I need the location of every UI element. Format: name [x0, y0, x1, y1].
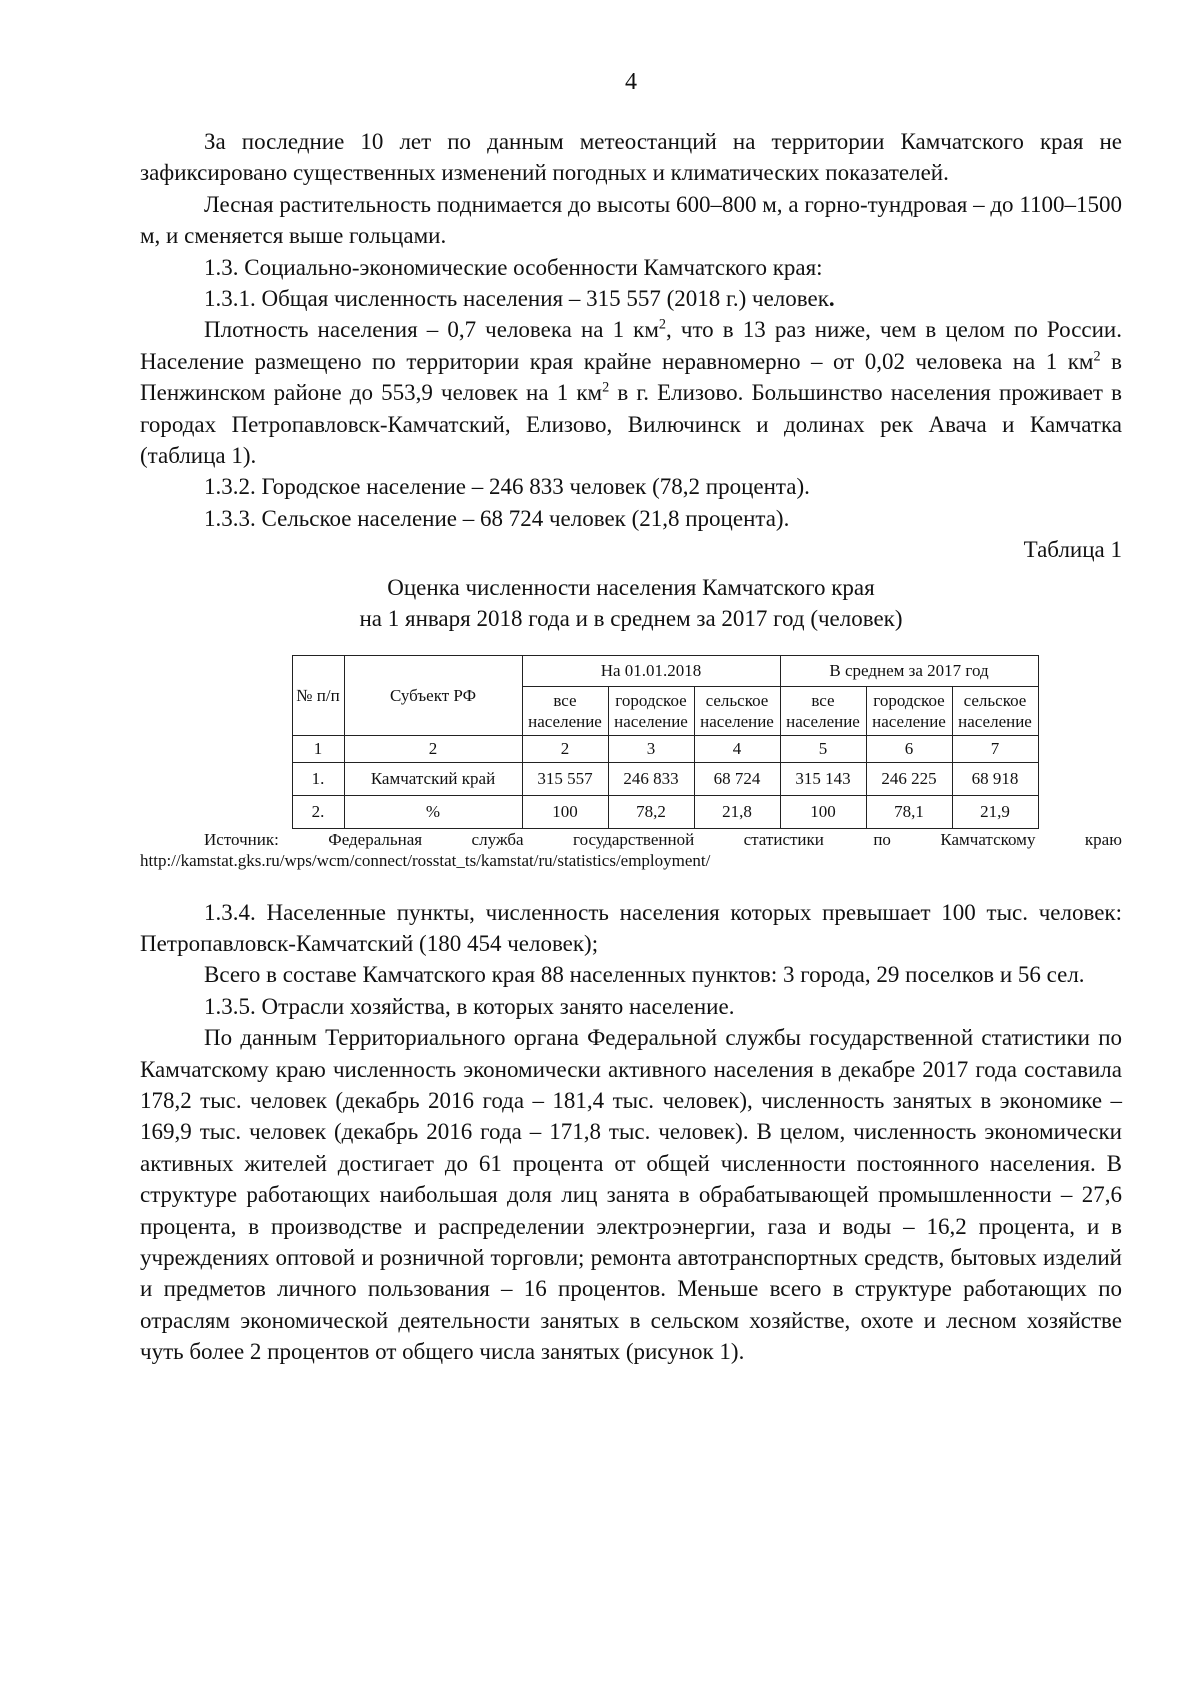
table-cell: 246 833	[608, 762, 694, 795]
density-text-a: Плотность населения – 0,7 человека на 1 км	[204, 317, 659, 343]
table-cell: 5	[780, 735, 866, 762]
header-all-2017: все население	[780, 686, 866, 735]
source-word: краю	[1084, 829, 1122, 849]
table-cell: %	[344, 795, 522, 828]
table-header-row-1	[292, 655, 1038, 686]
source-word: государственной	[573, 829, 695, 849]
superscript-2: 2	[1093, 348, 1101, 365]
population-table	[292, 655, 1039, 829]
total-population-text: 1.3.1. Общая численность населения – 315 557 (2018 г.) человек	[204, 286, 829, 312]
table-caption-line2: на 1 января 2018 года и в среднем за 2017 год (человек)	[359, 606, 903, 632]
table-cell: 68 724	[694, 762, 780, 795]
table-cell: 315 143	[780, 762, 866, 795]
header-group-2017: В среднем за 2017 год	[780, 655, 1038, 686]
paragraph-settlements-total: Всего в составе Камчатского края 88 населенных пунктов: 3 города, 29 поселков и 56 сел.	[204, 962, 1085, 988]
source-word: статистики	[743, 829, 824, 849]
table-index-row	[292, 735, 1038, 762]
header-rural-2018: сельское население	[694, 686, 780, 735]
density-text-c: в Пенжинском районе до 553,9 человек на 1 км	[140, 348, 1122, 406]
table-cell: 4	[694, 735, 780, 762]
paragraph-density	[140, 314, 1122, 471]
table-cell: 1.	[292, 762, 344, 795]
total-population-dot: .	[828, 286, 835, 312]
superscript-2: 2	[658, 316, 667, 333]
source-word: служба	[471, 829, 524, 849]
paragraph-employment: По данным Территориального органа Федеральной службы государственной статистики по Камчатскому краю численность экономически активного населения в декабре 2017 года составила 178,2 тыс. человек (декабрь 2016 года – 181,4 тыс. человек), численность занятых в экономике – 169,9 тыс. человек (декабрь 2016 года – 171,8 тыс. человек). В целом, численность экономически активных жителей достигает до 61 процента от общей численности постоянного населения. В структуре работающих наибольшая доля лиц занята в обрабатывающей промышленности – 27,6 процента, в производстве и распределении электроэнергии, газа и воды – 16,2 процента, и в учреждениях оптовой и розничной торговли; ремонта автотранспортных средств, бытовых изделий и предметов личного пользования – 16 процентов. Меньше всего в структуре работающих по отраслям экономической деятельности занятых в сельском хозяйстве, охоте и лесном хозяйстве чуть более 2 процентов от общего числа занятых (рисунок 1).	[140, 1025, 1122, 1365]
page-number: 4	[625, 69, 637, 95]
table-wrapper	[140, 655, 1122, 829]
text-block-bottom	[140, 897, 1122, 1368]
paragraph-climate: За последние 10 лет по данным метеостанций на территории Камчатского края не зафиксировано существенных изменений погодных и климатических показателей.	[140, 129, 1122, 186]
source-word: Источник:	[204, 829, 279, 849]
table-cell: 246 225	[866, 762, 952, 795]
section-heading-1-3: 1.3. Социально-экономические особенности Камчатского края:	[204, 254, 823, 280]
table-cell: 3	[608, 735, 694, 762]
source-url: http://kamstat.gks.ru/wps/wcm/connect/rosstat_ts/kamstat/ru/statistics/employment/	[140, 850, 711, 870]
text-block-top	[140, 126, 1122, 635]
table-cell: 6	[866, 735, 952, 762]
superscript-2: 2	[602, 379, 610, 396]
table-cell: 2	[522, 735, 608, 762]
table-cell: 2.	[292, 795, 344, 828]
table-cell: 100	[780, 795, 866, 828]
table-cell: 78,1	[866, 795, 952, 828]
header-num: № п/п	[292, 655, 344, 735]
table-cell: 21,8	[694, 795, 780, 828]
table-cell: 2	[344, 735, 522, 762]
source-word: по	[873, 829, 891, 849]
table-cell: 315 557	[522, 762, 608, 795]
density-text-d: в г. Елизово. Большинство населения проживает в городах Петропавловск-Камчатский, Елизово, Вилючинск и долинах рек Авача и Камчатка (таблица 1).	[140, 380, 1122, 469]
table-cell: 100	[522, 795, 608, 828]
source-word: Камчатскому	[940, 829, 1036, 849]
section-heading-1-3-5: 1.3.5. Отрасли хозяйства, в которых занято население.	[204, 993, 735, 1019]
density-text-b: , что в 13 раз ниже, чем в целом по России. Население размещено по территории края крайне неравномерно – от 0,02 человека на 1 км	[140, 317, 1122, 374]
header-group-2018: На 01.01.2018	[522, 655, 780, 686]
header-all-2018: все население	[522, 686, 608, 735]
table-cell: 68 918	[952, 762, 1038, 795]
header-urban-2018: городское население	[608, 686, 694, 735]
table-cell: 21,9	[952, 795, 1038, 828]
table-label: Таблица 1	[1023, 537, 1122, 563]
table-row	[292, 762, 1038, 795]
table-caption-line1: Оценка численности населения Камчатского края	[387, 574, 875, 600]
table-cell: Камчатский край	[344, 762, 522, 795]
table-cell: 1	[292, 735, 344, 762]
table-source	[140, 829, 1122, 850]
paragraph-urban-population: 1.3.2. Городское население – 246 833 человек (78,2 процента).	[204, 474, 810, 500]
paragraph-total-population	[140, 283, 1122, 314]
paragraph-rural-population: 1.3.3. Сельское население – 68 724 человек (21,8 процента).	[204, 505, 790, 531]
header-urban-2017: городское население	[866, 686, 952, 735]
table-caption	[140, 572, 1122, 635]
source-word: Федеральная	[328, 829, 423, 849]
header-rural-2017: сельское население	[952, 686, 1038, 735]
table-cell: 78,2	[608, 795, 694, 828]
table-cell: 7	[952, 735, 1038, 762]
table-row	[292, 795, 1038, 828]
header-subject: Субъект РФ	[344, 655, 522, 735]
paragraph-vegetation: Лесная растительность поднимается до высоты 600–800 м, а горно-тундровая – до 1100–1500 м, и сменяется выше гольцами.	[140, 191, 1122, 249]
paragraph-settlements-large: 1.3.4. Населенные пункты, численность населения которых превышает 100 тыс. человек: Петропавловск-Камчатский (180 454 человек);	[140, 899, 1122, 956]
